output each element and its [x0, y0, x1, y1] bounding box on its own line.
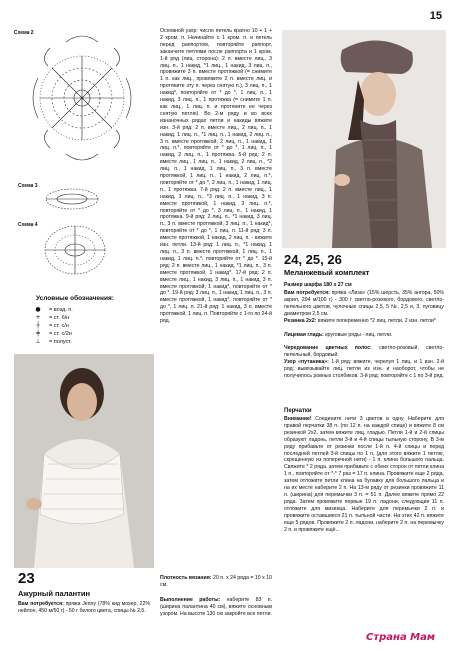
scheme-4-diagram: [40, 220, 110, 280]
project-23-number: 23: [18, 570, 35, 587]
pattern-text: Узор «путаника»: 1-й ряд: вяжите, черелуя 1 лиц. и 1 изн. 2-й ряд: вывязывайте лиц. петли из изн. и наоборот, чтобы не получилось ровных столбиков. 3-й ряд: повторяйте с 1 по 3-й ряд.: [284, 359, 444, 379]
project-24-needs: Вам потребуется: пряжа «Лиза» (15% шерсть, 35% ангора, 50% акрил, 294 м/100 г) - 300 г светло-розового, бордового, светло-пепельного цветов, чулочные спицы 2,5, 5 №, 2,5 и, 3, пуговицу диаметром 2,5 см.: [284, 290, 444, 317]
stripes-text: Чередование цветных полос: светло-розовый, светло-пепельный, бордовый.: [284, 345, 444, 358]
half-double-crochet-symbol: ⊥: [35, 338, 41, 345]
page-number: 15: [429, 10, 442, 22]
gloves-text: Внимание! Соедините нити 3 цветов в одну. Наберите для правой перчатки 38 п. (по 12 п. на каждой спице) и вяжите 8 см резинкой 2х2, затем вяжите лиц. гладью. Петли 1-й и 2-й спицы образуют ладонь, петли 3-й и 4-й спицы тыльную сторону. В 3-м ряду прибавьте от резинки после 1-й п. 4-й спицы и перед последней петлей 3-й спицы по 1 п. (для этого вяжите 1 петлю, скрещенную из поперечной нити) - 1 п. клина большого пальца. Свяжите * 2 ряда, затем прибавьте с обеих сторон от петли клина 1 п., повторяйте от *-* 7 раз = 17 п. клина. Провяжите еще 2 ряда, затем отложите петли клина на булавку для большого пальца и на их месте наберите 2 п. На 13-м ряду от резинки провяжите 11 п. (ширина) для перемычки 3 п. = 51 п. Далее вяжите прямо 22 ряда. Затем провяжите первые 19 п. ладони, следующие 11 п. отложите для мизинца. Наберите для перемычки 2 п. и провяжите оставшиеся 21 п. тыльной части. На этих 42 п. вяжите еще 5 рядов. Провяжите 2 п. ладони, наберите 2 п. на перемычку 2 п. и провяжите ещё...: [284, 416, 444, 533]
legend-title: Условные обозначения:: [36, 295, 114, 302]
single-crochet-symbol: +: [35, 314, 41, 321]
site-logo: Страна Мам: [366, 632, 436, 643]
set-photo: [282, 30, 446, 248]
project-23-title: Ажурный палантин: [18, 589, 90, 598]
scheme-2-diagram: [30, 28, 140, 178]
scheme-4-label: Схема 4: [18, 222, 38, 228]
legend-item: ╪ = ст. с/2н: [30, 330, 140, 337]
project-23-needs: Вам потребуется: пряжа Jenny (78% кид мохер, 22% нейлон, 450 м/50 г) - 50 г белого цвета, спицы № 2,5.: [18, 601, 150, 614]
scheme-3-label: Схема 3: [18, 183, 38, 189]
project-24-number: 24, 25, 26: [284, 252, 342, 267]
woman-scarf-image: [282, 30, 446, 248]
legend-list: [30, 306, 140, 345]
treble-crochet-symbol: ╪: [36, 330, 40, 337]
scarf-size: Размер шарфа 180 х 27 см: [284, 282, 352, 288]
legend-item: ● = возд. п.: [30, 306, 140, 313]
woman-stole-image: [14, 354, 154, 568]
work-text: Выполнение работы: наберите 83 п. (ширина палантина 40 см), вяжите основным узором. На высоте 130 см закройте все петли.: [160, 597, 272, 617]
legend-item: ⊥ = полуст.: [30, 338, 140, 345]
legend-item: + = ст. б/н: [30, 314, 140, 321]
gloves-title: Перчатки: [284, 408, 312, 414]
scheme-2-label: Схема 2: [14, 30, 34, 36]
scheme-3-diagram: [42, 186, 102, 212]
legend-item: ┼ = ст. с/н: [30, 322, 140, 329]
rib-text: Резинка 2х2: вяжите попеременно *2 лиц. петли, 2 изн. петли*: [284, 318, 436, 324]
stole-photo: [14, 354, 154, 568]
density-text: Плотность вязания: 20 п. х 24 ряда = 10 х 10 см.: [160, 575, 272, 588]
main-pattern-text: Основной узор: число петель кратно 10 + 1 + 2 кром. п. Начинайте с 1 кром. п. и петель перед раппортом, повторяйте раппорт, заканчите петлями после раппорта и 1 кром. 1-й ряд (лиц. сторона): 2 п. вместе лиц., 3 лиц. п., 1 накид, *1 лиц., 1 накид, 3 лиц. п., провяжите 3 п. вместе протяжкой (= снимите 1 п. как лиц., провяжите 2 п. вместе лиц. и протяните эту п. через снятую п.), 3 лиц. п., 1 накид*, повторяйте от * до *, 1 лиц. п., 1 накид, 3 лиц. п., 1 протяжка (= снимите 1 п. как лиц., 1 лиц. п. и протяните ее через снятую петлю). Во 2-м ряду и во всех изнаночных рядах петли и накиды вяжите изн. 3-й ряд: 2 п. вместе лиц., 2 лиц. п., 1 накид, 1 лиц. п., *1 лиц. п., 1 накид, 2 лиц. п., 3 п. вместе протяжкой, 2 лиц. п., 1 накид, 1 лиц. п.*, повторяйте от * до *, 1 лиц. п., 1 накид, 2 лиц. п., 1 протяжка. 5-й ряд: 2 п. вместе лиц., 1 лиц. п., 1 накид, 2 лиц. п., *2 лиц. п., 1 накид, 1 лиц. п., 3 п. вместе протяжкой, 1 лиц. п., 1 накид, 2 лиц. п.*, повторяйте от * до *, 2 лиц. п., 1 накид, 1 лиц. п., 1 протяжка. 7-й ряд: 2 п. вместе лиц., 1 накид, 3 лиц. п., *3 лиц. п., 1 накид, 3 п. вместе протяжкой, 1 накид, 3 лиц. п.*, повторяйте от * до *, 3 лиц. п., 1 накид, 1 протяжка. 9-й ряд: 2 лиц. п., *1 накид, 3 лиц. п., 3 п. вместе протяжкой, 3 лиц. п., 1 накид*, повторяйте от * до *, 1 лиц. п. 11-й ряд: 3 п. вместе протяжкой, 1 накид, 2 лиц. п. - вяжите изн. петли. 13-й ряд: 1 лиц. п., *1 накид, 1 лиц. п., 3 п. вместе протяжкой, 1 лиц. п., 1 накид, 1 лиц. п.*, повторяйте от * до *. 15-й ряд: 2 п. вместе лиц., 1 накид, *1 лиц. п., 3 п. вместе протяжкой, 1 накид*. 17-й ряд: 2 п. вместе лиц., 1 накид, 3 лиц. п., 1 накид, 3 п. вместе протяжкой, 1 накид*, повторяйте от * до *. 19-й ряд: 3 лиц. п., 1 накид, 1 лиц. п., 3 п. вместе протяжкой, 1 накид*, повторяйте от * до *, 1 лиц. п. 21-й ряд: 1 накид, 3 п. вместе протяжкой, 1 лиц. п. Повторяйте с 1-го по 24-й ряд.: [160, 28, 272, 325]
chain-stitch-symbol: ●: [35, 306, 41, 313]
stockinette-text: Лицевая гладь: круговые ряды - лиц. петли.: [284, 332, 393, 338]
project-24-title: Меланжевый комплект: [284, 268, 370, 277]
double-crochet-symbol: ┼: [36, 322, 40, 329]
